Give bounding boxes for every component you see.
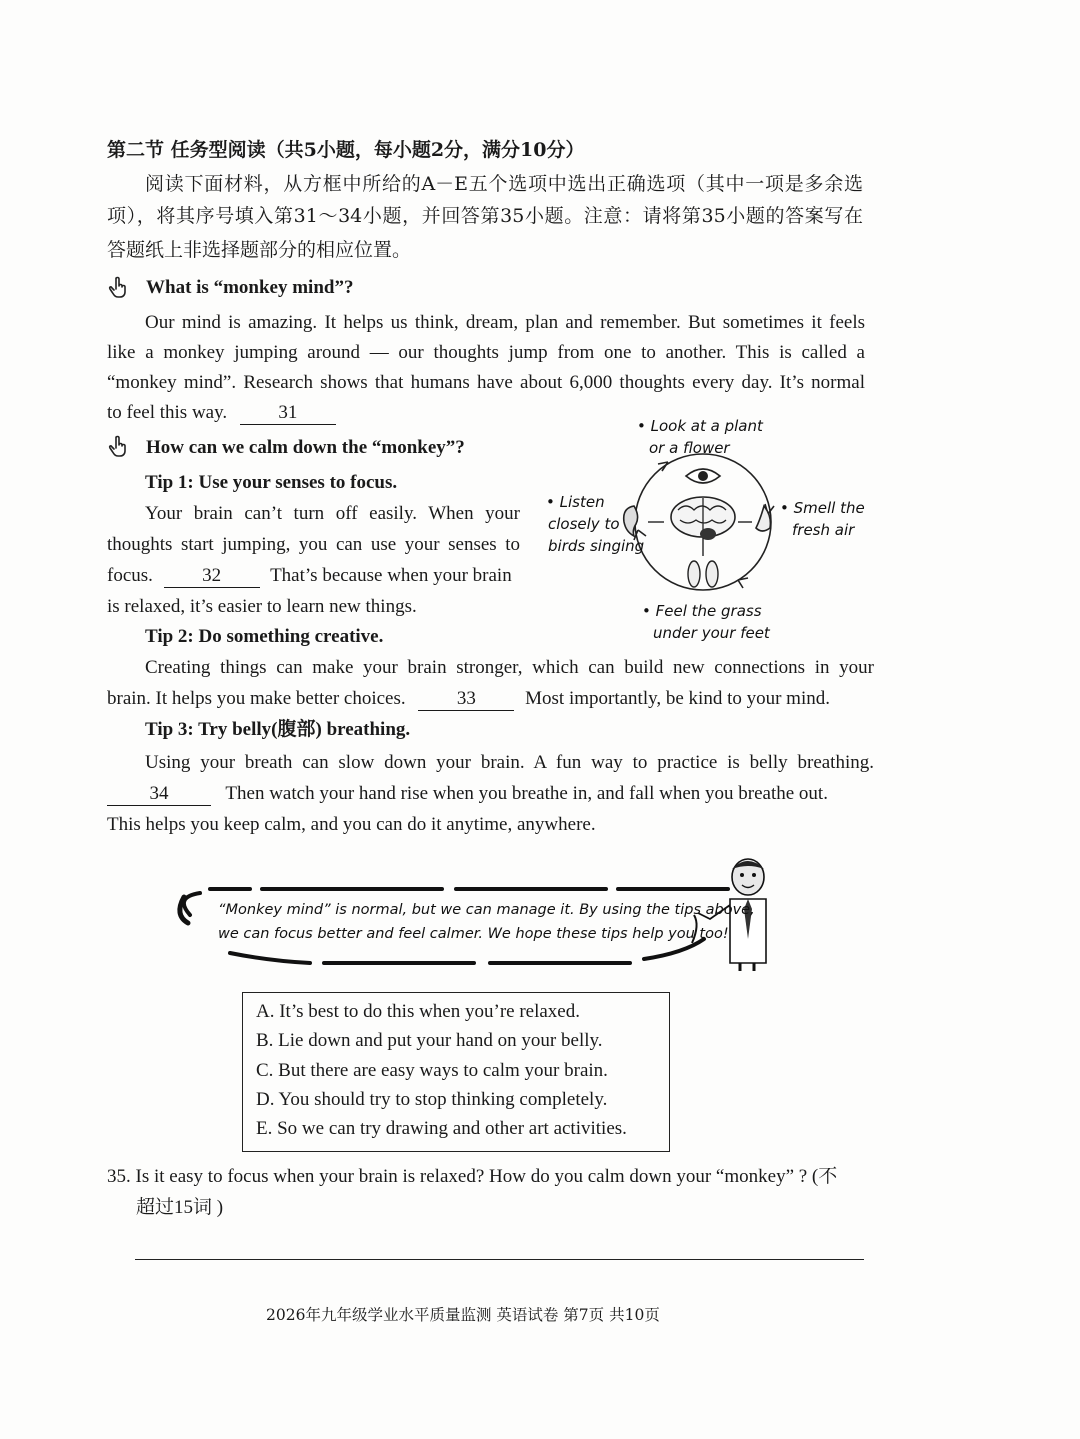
- option-a: A. It’s best to do this when you’re relaxed.: [256, 1001, 580, 1022]
- heading-what-is-monkey-mind: What is “monkey mind”?: [146, 277, 354, 298]
- pointing-hand-icon: [107, 434, 131, 463]
- option-b: B. Lie down and put your hand on your belly.: [256, 1030, 603, 1051]
- para1-line-4: [107, 398, 336, 428]
- instruction-line-2: 项），将其序号填入第31～34小题，并回答第35小题。注意：请将第35小题的答案写在: [107, 205, 863, 227]
- blank-32[interactable]: 32: [164, 565, 260, 588]
- diagram-listen-line-2: closely to: [548, 515, 620, 533]
- tip1-line-3: [107, 561, 512, 591]
- nose-icon: [756, 506, 770, 531]
- tip2-line-2b: Most importantly, be kind to your mind.: [525, 688, 830, 709]
- tip1-line-1: Your brain can’t turn off easily. When your: [145, 503, 520, 524]
- tip2-line-2a: brain. It helps you make better choices.: [107, 688, 406, 709]
- diagram-smell-line-1: • Smell the: [780, 499, 865, 517]
- blank-33[interactable]: 33: [418, 688, 514, 711]
- tip2-title: Tip 2: Do something creative.: [145, 626, 384, 647]
- section-title: 第二节 任务型阅读（共5小题，每小题2分，满分10分）: [107, 139, 585, 161]
- options-box: [242, 992, 670, 1152]
- heading-calm-down: How can we calm down the “monkey”?: [146, 437, 465, 458]
- tip3-line-1: Using your breath can slow down your brain. A fun way to practice is belly breathing.: [145, 752, 874, 773]
- instruction-line-1: 阅读下面材料，从方框中所给的A－E五个选项中选出正确选项（其中一项是多余选: [145, 173, 863, 195]
- tip2-line-2: [107, 684, 830, 714]
- tip3-line-2: [107, 779, 828, 809]
- senses-diagram: [538, 410, 878, 650]
- para1-line-2: like a monkey jumping around — our thoughts jump from one to another. This is called a: [107, 342, 865, 363]
- tip1-line-4: is relaxed, it’s easier to learn new things.: [107, 596, 417, 617]
- tip3-line-3: This helps you keep calm, and you can do it anytime, anywhere.: [107, 814, 596, 835]
- page-footer: 2026年九年级学业水平质量监测 英语试卷 第7页 共10页: [266, 1306, 660, 1324]
- option-d: D. You should try to stop thinking completely.: [256, 1089, 608, 1110]
- tip1-line-3b: That’s because when your brain: [270, 565, 512, 586]
- diagram-listen-line-1: • Listen: [546, 493, 605, 511]
- tip2-line-1: Creating things can make your brain stronger, which can build new connections in your: [145, 657, 874, 678]
- diagram-listen-line-3: birds singing: [548, 537, 645, 555]
- diagram-look-line-1: • Look at a plant: [637, 417, 763, 435]
- question-35-line-2: 超过15词 ): [136, 1197, 224, 1218]
- diagram-feel-line-2: under your feet: [653, 624, 770, 642]
- blank-31[interactable]: 31: [240, 402, 336, 425]
- feet-icon: [688, 561, 718, 587]
- tip1-line-2: thoughts start jumping, you can use your senses to: [107, 534, 520, 555]
- instruction-line-3: 答题纸上非选择题部分的相应位置。: [107, 239, 412, 261]
- para1-line-4-text: to feel this way.: [107, 402, 228, 423]
- tip3-line-2b: Then watch your hand rise when you breathe in, and fall when you breathe out.: [225, 783, 828, 804]
- speech-bubble-area: [170, 855, 780, 975]
- option-e: E. So we can try drawing and other art activities.: [256, 1118, 627, 1139]
- tip3-title: Tip 3: Try belly(腹部) breathing.: [145, 719, 411, 740]
- diagram-look-line-2: or a flower: [649, 439, 730, 457]
- tip1-line-3a: focus.: [107, 565, 153, 586]
- para1-line-1: Our mind is amazing. It helps us think, dream, plan and remember. But sometimes it feels: [145, 312, 865, 333]
- answer-line-35[interactable]: [135, 1259, 864, 1260]
- question-35-line-1: 35. Is it easy to focus when your brain is relaxed? How do you calm down your “monkey” ? (不: [107, 1166, 838, 1187]
- pointing-hand-icon: [107, 275, 131, 304]
- eye-icon: [686, 469, 720, 483]
- blank-34[interactable]: 34: [107, 783, 211, 806]
- para1-line-3: “monkey mind”. Research shows that humans have about 6,000 thoughts every day. It’s normal: [107, 372, 865, 393]
- tip1-title: Tip 1: Use your senses to focus.: [145, 472, 398, 493]
- diagram-smell-line-2: fresh air: [792, 521, 855, 539]
- option-c: C. But there are easy ways to calm your brain.: [256, 1060, 608, 1081]
- bubble-line-2: we can focus better and feel calmer. We hope these tips help you too!: [218, 926, 729, 942]
- brain-icon: [671, 497, 735, 540]
- bubble-line-1: “Monkey mind” is normal, but we can manage it. By using the tips above,: [218, 902, 755, 918]
- diagram-feel-line-1: • Feel the grass: [642, 602, 762, 620]
